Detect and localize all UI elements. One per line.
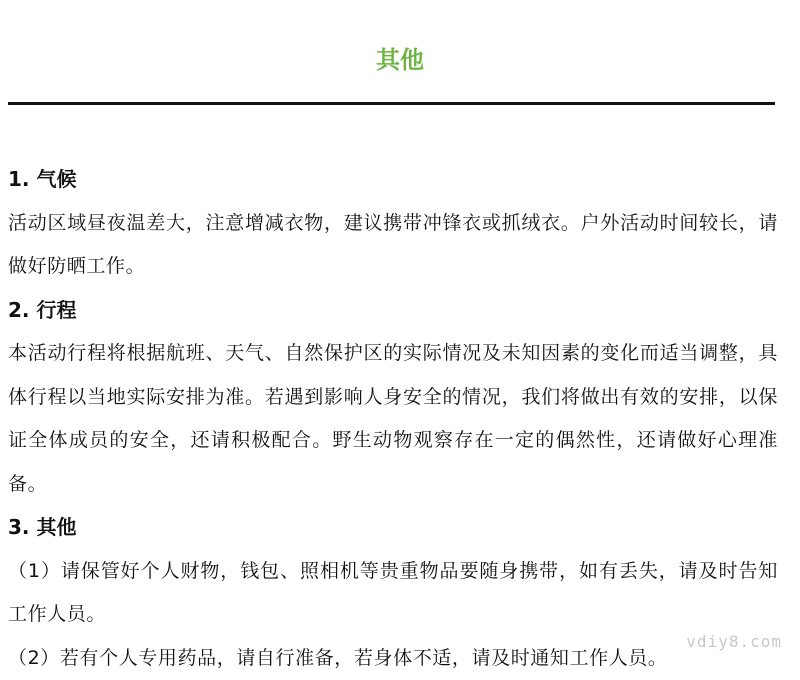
- title-divider: [8, 102, 775, 105]
- section-itinerary: [8, 289, 778, 507]
- section-paragraph: （2）若有个人专用药品，请自行准备，若身体不适，请及时通知工作人员。: [8, 637, 778, 680]
- section-heading: 1. 气候: [8, 158, 778, 202]
- page-title: 其他: [0, 44, 800, 76]
- section-heading: 3. 其他: [8, 506, 778, 550]
- section-paragraph: 本活动行程将根据航班、天气、自然保护区的实际情况及未知因素的变化而适当调整，具体行程以当地实际安排为准。若遇到影响人身安全的情况，我们将做出有效的安排，以保证全体成员的安全，还请积极配合。野生动物观察存在一定的偶然性，还请做好心理准备。: [8, 332, 778, 506]
- section-climate: [8, 158, 778, 289]
- watermark-text: vdiy8.com: [686, 632, 782, 651]
- section-other: [8, 506, 778, 680]
- content-body: [8, 158, 778, 680]
- section-paragraph: 活动区域昼夜温差大，注意增减衣物，建议携带冲锋衣或抓绒衣。户外活动时间较长，请做好防晒工作。: [8, 202, 778, 289]
- section-paragraph: （1）请保管好个人财物，钱包、照相机等贵重物品要随身携带，如有丢失，请及时告知工作人员。: [8, 550, 778, 637]
- section-heading: 2. 行程: [8, 289, 778, 333]
